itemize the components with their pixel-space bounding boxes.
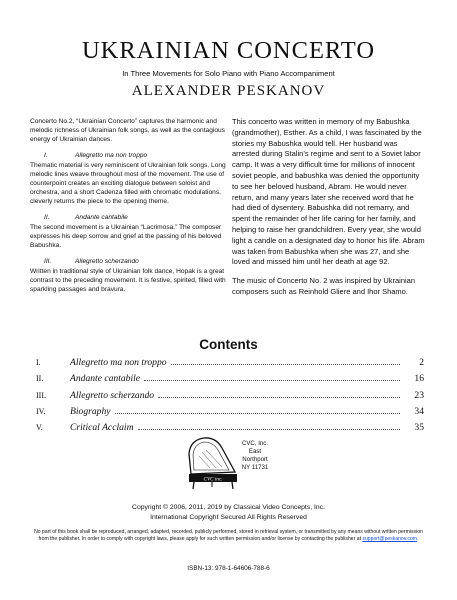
program-notes-column	[30, 117, 226, 301]
toc-number: III.	[36, 390, 46, 400]
movement-name: Allegretto ma non troppo	[75, 152, 148, 159]
toc-entry[interactable]	[36, 406, 424, 422]
movement-number: III.	[44, 258, 52, 265]
publisher-name: CVC, Inc.	[241, 440, 269, 447]
publisher-city: East Northport	[242, 448, 268, 463]
movement-number: II.	[44, 214, 50, 221]
toc-leader	[171, 357, 400, 365]
composer-name: ALEXANDER PESKANOV	[131, 83, 326, 99]
intro-paragraph: Concerto No.2, “Ukrainian Concerto” captures the harmonic and melodic richness of Ukrainian folk songs, as well as the contagious energy of Ukrainian dances.	[30, 118, 225, 143]
toc-page: 16	[414, 373, 424, 385]
movement-name: Andante cantabile	[75, 214, 128, 221]
toc-title: Biography	[70, 405, 111, 417]
toc-page: 23	[414, 389, 424, 401]
legal-end: .	[417, 536, 419, 543]
legal-text: No part of this book shall be reproduced, arranged, adapted, recorded, publicly performed, stored in retrieval system, or transmitted by any means without written permission from the publisher. In order to comply with copyright laws, please apply for such written permission and/or license by contacting the publisher at	[34, 529, 423, 543]
contents-heading: Contents	[199, 337, 258, 352]
toc-title: Andante cantabile	[70, 373, 141, 385]
toc-leader	[115, 406, 400, 414]
support-email-link[interactable]: support@peskanov.com	[362, 536, 418, 543]
toc-page: 34	[414, 405, 424, 417]
toc-entry[interactable]	[36, 357, 424, 373]
toc-title: Allegretto scherzando	[70, 389, 155, 401]
piano-logo-icon	[186, 434, 240, 490]
toc-leader	[138, 422, 400, 430]
toc-number: II.	[36, 374, 44, 384]
copyright-block	[0, 503, 457, 523]
isbn: ISBN-13: 978-1-64606-788-6	[187, 565, 270, 572]
toc-leader	[144, 373, 400, 381]
movement-description: The second movement is a Ukrainian “Lacrimosa.” The composer expresses his deep sorrow and grief at the passing of his beloved Babushka.	[30, 224, 222, 249]
toc-page: 2	[419, 357, 424, 368]
dedication-column	[232, 117, 427, 306]
movement-description: Thematic material is very reminiscent of Ukrainian folk songs. Long melodic lines weave throughout most of the movement. The use of counterpoint creates an exciting dialogue between soloist and orchestra, and a short Cadenza filled with chromatic modulations, cleverly returns the piece to the opening theme.	[30, 162, 226, 205]
table-of-contents	[36, 357, 424, 438]
svg-text:CVC inc.: CVC inc.	[203, 476, 223, 483]
toc-number: V.	[36, 423, 43, 433]
rights-line: International Copyright Secured All Rights Reserved	[150, 514, 307, 521]
inspiration-paragraph: The music of Concerto No. 2 was inspired by Ukrainian composers such as Reinhold Gliere and Ihor Shamo.	[232, 276, 415, 296]
dedication-paragraph: This concerto was written in memory of my Babushka (grandmother), Esther. As a child, I was fascinated by the stories my Babushka would tell. Her husband was arrested during Stalin’s regime and sent to a Soviet labor camp. It was a very difficult time for millions of innocent soviet people, and babushka was denied the opportunity to see her beloved husband, Abram. He would never return, and many years later she received word that he had died of dysentery. Babushka did not remarry, and spent the remainder of her life caring for her family, and helping to raise her grandchildren. Every year, she would light a candle on a designated day to honor his life. Abram was taken from Babushka when she was 27, and she loved and missed him until her death at age 92.	[232, 117, 425, 267]
toc-leader	[158, 390, 400, 398]
movement-description: Written in traditional style of Ukrainian folk dance, Hopak is a great contrast to the preceding movement. It is festive, spirited, filled with sparkling passages and bravura.	[30, 268, 226, 293]
toc-number: IV.	[36, 406, 46, 416]
toc-title: Allegretto ma non troppo	[70, 357, 167, 368]
movement-name: Allegretto scherzando	[75, 258, 139, 265]
publisher-state-zip: NY 11731	[241, 464, 269, 471]
toc-number: I.	[36, 358, 41, 367]
movement-number: I.	[44, 152, 48, 159]
movement-heading	[30, 151, 226, 160]
movement-heading	[30, 213, 226, 222]
page-subtitle: In Three Movements for Solo Piano with Piano Accompaniment	[122, 69, 335, 78]
copyright-line: Copyright © 2006, 2011, 2019 by Classical Video Concepts, Inc.	[132, 504, 325, 511]
toc-title: Critical Acclaim	[70, 422, 134, 434]
legal-notice	[30, 529, 427, 544]
page-title: UKRAINIAN CONCERTO	[81, 37, 376, 64]
toc-entry[interactable]	[36, 390, 424, 406]
toc-page: 35	[414, 422, 424, 434]
toc-entry[interactable]	[36, 373, 424, 389]
movement-heading	[30, 257, 226, 266]
publisher-address	[240, 440, 270, 472]
